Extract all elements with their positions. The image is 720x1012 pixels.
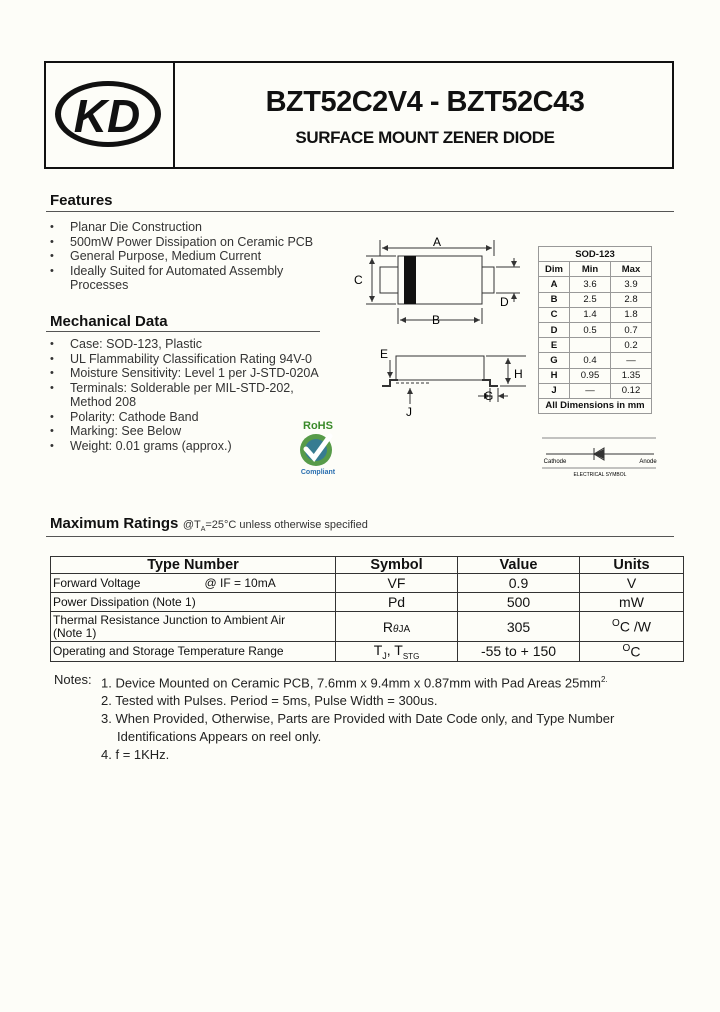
list-item: • Weight: 0.01 grams (approx.) <box>48 439 348 454</box>
notes-list <box>101 671 681 764</box>
ratings-heading-line <box>50 515 368 533</box>
list-item: • Polarity: Cathode Band <box>48 410 348 425</box>
table-row: B 2.5 2.8 <box>539 292 652 307</box>
notes-label: Notes: <box>54 672 92 687</box>
list-item: • General Purpose, Medium Current <box>48 249 348 264</box>
table-row: Operating and Storage Temperature Range $T_J$, $T_{STG}$ -55 to + 150 $^O$C <box>51 642 684 662</box>
ratings-table <box>50 556 684 662</box>
dim-label-h: H <box>514 367 523 381</box>
dimensions-title: SOD-123 <box>539 247 652 262</box>
col-header: Type Number <box>51 557 336 574</box>
features-heading: Features <box>50 192 113 209</box>
kd-logo <box>52 78 164 150</box>
features-list <box>48 220 348 293</box>
dim-label-g: G <box>484 389 494 403</box>
table-row: C 1.4 1.8 <box>539 307 652 322</box>
rohs-title: RoHS <box>303 420 333 432</box>
table-row: Forward Voltage @ IF = 10mA VF 0.9 V <box>51 574 684 593</box>
page-title: BZT52C2V4 - BZT52C43 <box>265 86 585 118</box>
table-row: J — 0.12 <box>539 383 652 398</box>
col-header: Dim <box>539 262 570 277</box>
header-divider <box>173 61 175 169</box>
table-row: D 0.5 0.7 <box>539 322 652 337</box>
logo-text: KD <box>73 90 141 142</box>
mechanical-rule <box>46 331 320 332</box>
features-rule <box>46 211 674 212</box>
symbol-anode-label: Anode <box>639 459 657 465</box>
list-item: • Planar Die Construction <box>48 220 348 235</box>
table-row: A 3.6 3.9 <box>539 277 652 292</box>
electrical-symbol <box>538 436 662 478</box>
symbol-caption: ELECTRICAL SYMBOL <box>573 472 627 478</box>
table-row: G 0.4 — <box>539 353 652 368</box>
col-header: Units <box>580 557 684 574</box>
list-item: • UL Flammability Classification Rating 94V-0 <box>48 352 348 367</box>
note-item: 2. Tested with Pulses. Period = 5ms, Pulse Width = 300us. <box>101 693 438 709</box>
dim-label-c: C <box>354 273 363 287</box>
table-row: Thermal Resistance Junction to Ambient Air (Note 1) RθJA 305 $^O$C /W <box>51 612 684 642</box>
cathode-band <box>404 256 416 304</box>
note-item: Identifications Appears on reel only. <box>117 729 322 745</box>
list-item: • Marking: See Below <box>48 424 348 439</box>
list-item: • Case: SOD-123, Plastic <box>48 337 348 352</box>
table-row: E 0.2 <box>539 338 652 353</box>
table-row: H 0.95 1.35 <box>539 368 652 383</box>
dim-label-a: A <box>432 235 442 249</box>
ratings-condition: $@T_A=25^\circ C$ unless otherwise specified <box>182 519 368 534</box>
rohs-compliant-badge <box>294 418 342 478</box>
list-item: • 500mW Power Dissipation on Ceramic PCB <box>48 235 348 250</box>
dim-label-j: J <box>406 405 412 419</box>
mechanical-heading: Mechanical Data <box>50 313 168 330</box>
symbol-cathode-label: Cathode <box>543 459 567 465</box>
dimensions-table <box>538 246 652 414</box>
note-item: 1. Device Mounted on Ceramic PCB, 7.6mm x 9.4mm x 0.87mm with Pad Areas $25mm^{2.}$ <box>101 675 608 691</box>
list-item: • Moisture Sensitivity: Level 1 per J-STD-020A <box>48 366 348 381</box>
list-item: • Ideally Suited for Automated Assembly Processes <box>48 264 310 293</box>
dim-label-d: D <box>500 295 509 309</box>
note-item: 3. When Provided, Otherwise, Parts are Provided with Date Code only, and Type Number <box>101 711 615 727</box>
list-item: • Terminals: Solderable per MIL-STD-202, Method 208 <box>48 381 320 410</box>
ratings-heading: Maximum Ratings <box>50 515 179 532</box>
col-header: Value <box>458 557 580 574</box>
rohs-caption: Compliant <box>300 469 336 476</box>
table-row: Power Dissipation (Note 1) Pd 500 mW <box>51 593 684 612</box>
col-header: Max <box>611 262 652 277</box>
note-item: 4. f = 1KHz. <box>101 747 170 763</box>
dim-label-b: B <box>431 313 441 327</box>
col-header: Min <box>570 262 611 277</box>
page-subtitle: SURFACE MOUNT ZENER DIODE <box>295 128 555 147</box>
package-outline-drawing <box>350 232 530 422</box>
dimensions-footer: All Dimensions in mm <box>539 398 652 413</box>
ratings-rule <box>46 536 674 537</box>
dim-label-e: E <box>380 347 389 361</box>
col-header: Symbol <box>336 557 458 574</box>
